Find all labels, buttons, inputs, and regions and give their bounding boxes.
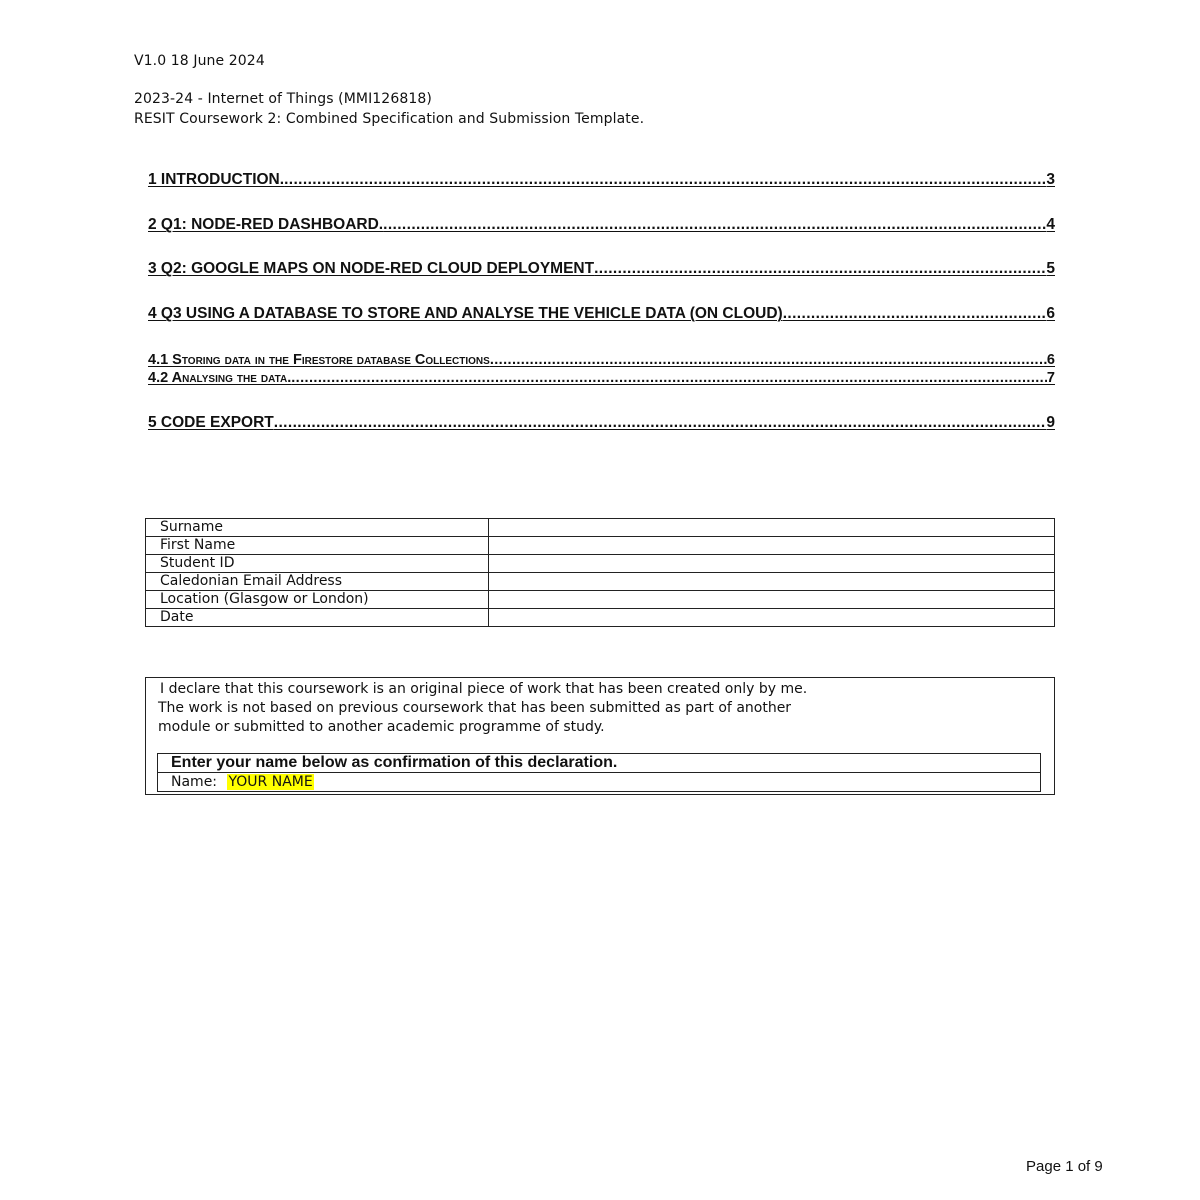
toc-entry-title: 4.2 Analysing the data. bbox=[148, 370, 292, 386]
toc-entry-code-export[interactable] bbox=[148, 414, 1055, 434]
name-label: Name: bbox=[171, 774, 218, 790]
location-field[interactable] bbox=[489, 591, 1055, 609]
first-name-label: First Name bbox=[146, 537, 489, 555]
surname-label: Surname bbox=[146, 519, 489, 537]
table-row bbox=[146, 555, 1055, 573]
toc-entry-title: 1 INTRODUCTION. bbox=[148, 171, 285, 188]
email-field[interactable] bbox=[489, 573, 1055, 591]
student-details-table bbox=[145, 518, 1055, 627]
declaration-line-1: I declare that this coursework is an original piece of work that has been created only by me. bbox=[160, 681, 808, 697]
toc-entry-page: 9 bbox=[1046, 414, 1055, 431]
toc-entry-title: 3 Q2: GOOGLE MAPS ON NODE-RED CLOUD DEPLOYMENT bbox=[148, 260, 595, 277]
toc-entry-google-maps[interactable] bbox=[148, 260, 1055, 280]
table-row bbox=[146, 537, 1055, 555]
page-number: Page 1 of 9 bbox=[1026, 1158, 1103, 1175]
toc-entry-page: 3 bbox=[1046, 171, 1055, 188]
student-id-field[interactable] bbox=[489, 555, 1055, 573]
table-row bbox=[146, 573, 1055, 591]
toc-leader-dots bbox=[383, 216, 1046, 234]
location-label: Location (Glasgow or London) bbox=[146, 591, 489, 609]
first-name-field[interactable] bbox=[489, 537, 1055, 555]
toc-entry-storing-data[interactable] bbox=[148, 352, 1055, 370]
toc-entry-database[interactable] bbox=[148, 305, 1055, 325]
toc-entry-page: 6 bbox=[1046, 305, 1055, 322]
toc-entry-page: 5 bbox=[1046, 260, 1055, 277]
toc-entry-title: 4 Q3 USING A DATABASE TO STORE AND ANALYSE THE VEHICLE DATA (ON CLOUD) bbox=[148, 305, 783, 322]
name-field[interactable]: YOUR NAME bbox=[228, 774, 313, 790]
toc-leader-dots bbox=[274, 414, 1047, 432]
toc-entry-node-red-dashboard[interactable] bbox=[148, 216, 1055, 236]
table-row bbox=[146, 519, 1055, 537]
toc-entry-page: 6 bbox=[1046, 352, 1055, 368]
declaration-text bbox=[158, 680, 1038, 737]
version-line: V1.0 18 June 2024 bbox=[134, 53, 265, 69]
confirmation-heading: Enter your name below as confirmation of this declaration. bbox=[158, 754, 1041, 773]
toc-leader-dots bbox=[783, 305, 1047, 323]
toc-leader-dots bbox=[284, 171, 1046, 189]
table-row bbox=[146, 591, 1055, 609]
toc-entry-title: 4.1 Storing data in the Firestore database Collections bbox=[148, 352, 490, 368]
toc-leader-dots bbox=[594, 260, 1046, 278]
date-label: Date bbox=[146, 609, 489, 627]
toc-entry-title: 5 CODE EXPORT bbox=[148, 414, 274, 431]
date-field[interactable] bbox=[489, 609, 1055, 627]
toc-entry-page: 4 bbox=[1046, 216, 1055, 233]
declaration-line-3: module or submitted to another academic programme of study. bbox=[158, 719, 605, 735]
table-row bbox=[158, 773, 1041, 792]
table-row bbox=[146, 609, 1055, 627]
surname-field[interactable] bbox=[489, 519, 1055, 537]
toc-entry-title: 2 Q1: NODE-RED DASHBOARD. bbox=[148, 216, 384, 233]
name-row[interactable] bbox=[158, 773, 1041, 792]
module-title: 2023-24 - Internet of Things (MMI126818) bbox=[134, 91, 432, 107]
toc-entry-page: 7 bbox=[1046, 370, 1055, 386]
toc-entry-introduction[interactable] bbox=[148, 171, 1055, 191]
toc-leader-dots bbox=[490, 352, 1047, 368]
confirmation-table bbox=[157, 753, 1041, 792]
toc-entry-analysing-data[interactable] bbox=[148, 370, 1055, 388]
declaration-line-2: The work is not based on previous coursework that has been submitted as part of another bbox=[158, 700, 792, 716]
declaration-box bbox=[145, 677, 1055, 795]
table-row bbox=[158, 754, 1041, 773]
toc-leader-dots bbox=[291, 370, 1047, 386]
student-id-label: Student ID bbox=[146, 555, 489, 573]
coursework-title: RESIT Coursework 2: Combined Specification and Submission Template. bbox=[134, 111, 645, 127]
email-label: Caledonian Email Address bbox=[146, 573, 489, 591]
